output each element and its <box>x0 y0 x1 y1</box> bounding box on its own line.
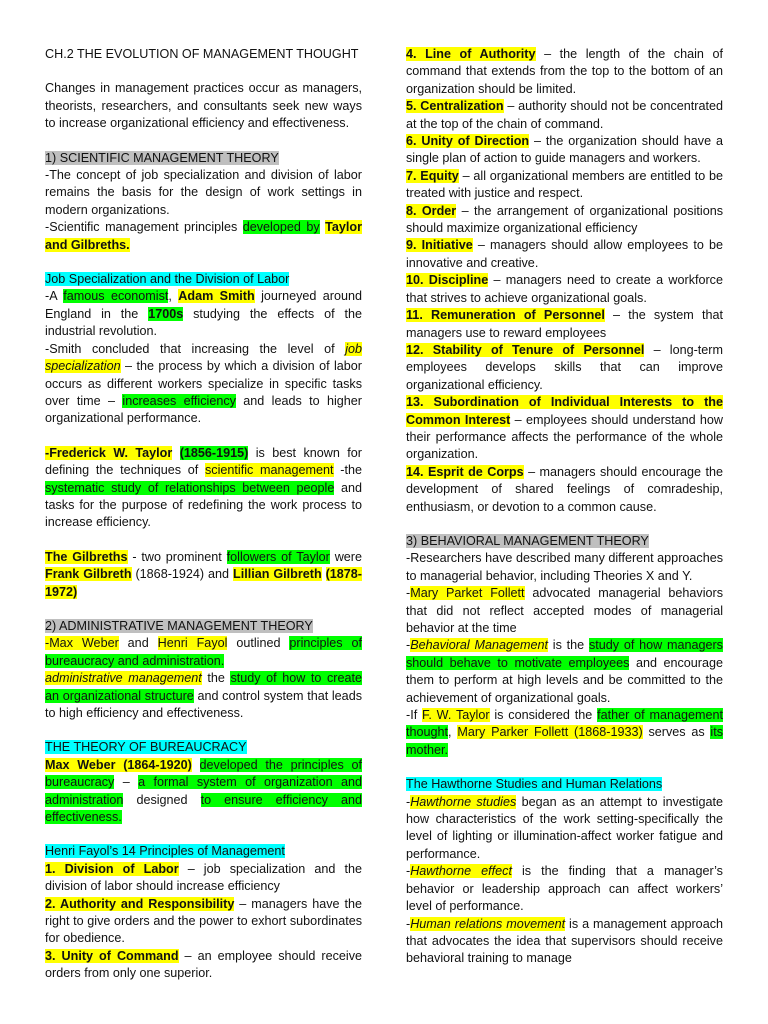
text-run: 6. Unity of Direction <box>406 134 530 149</box>
text-run: and <box>118 636 158 651</box>
paragraph-gap <box>45 532 362 549</box>
text-run: designed <box>123 792 201 807</box>
text-run: – the length of the chain of command that extends from the top to the bottom of an organization should be limited. <box>406 47 723 96</box>
text-run: principles of bureaucracy and administration. <box>45 636 362 668</box>
text-run: – managers have the right to give orders and the power to exhort subordinates for obedience. <box>45 896 362 946</box>
paragraph <box>45 445 362 532</box>
text-run: administrative management <box>45 671 202 686</box>
paragraph-gap <box>406 516 723 533</box>
text-run: (1868-1924) and <box>131 567 234 582</box>
text-run <box>322 567 326 581</box>
text-run: The Hawthorne Studies and Human Relations <box>406 777 663 792</box>
paragraph-gap <box>45 133 362 150</box>
text-run: – the process by which a division of labor occurs as different workers specialize in specific tasks over time – <box>45 359 362 408</box>
text-run: -Max Weber <box>45 636 119 651</box>
text-run: famous economist <box>63 289 169 304</box>
text-run: is best known for defining the techniques of <box>45 445 362 478</box>
text-run: followers of Taylor <box>226 549 330 564</box>
text-run: 3) BEHAVIORAL MANAGEMENT THEORY <box>406 533 649 548</box>
text-run: Frank Gilbreth <box>45 567 132 582</box>
text-run: Lillian Gilbreth <box>233 567 322 582</box>
text-run: – all organizational members are entitled to be treated with justice and respect. <box>406 168 724 201</box>
text-run: systematic study of relationships between people <box>45 480 335 495</box>
paragraph-gap <box>45 826 362 843</box>
paragraph <box>406 550 723 585</box>
text-run: to ensure efficiency and effectiveness. <box>45 792 362 825</box>
paragraph <box>45 670 362 722</box>
text-run: - <box>406 638 411 653</box>
paragraph-gap <box>45 722 362 739</box>
text-run: -the <box>333 463 362 478</box>
text-run: Human relations movement <box>410 916 566 931</box>
paragraph <box>406 272 723 307</box>
text-run: Hawthorne effect <box>410 864 512 879</box>
text-run: -Smith concluded that increasing the level of <box>45 341 346 356</box>
paragraph <box>45 843 362 860</box>
paragraph <box>406 585 723 637</box>
text-run: 1) SCIENTIFIC MANAGEMENT THEORY <box>45 150 279 165</box>
paragraph <box>45 271 362 288</box>
paragraph <box>406 776 723 793</box>
paragraph <box>406 342 723 394</box>
text-run: Mary Parket Follett <box>410 586 525 601</box>
text-run: Henri Fayol’s 14 Principles of Management <box>45 844 285 859</box>
text-run: - <box>406 586 411 601</box>
paragraph <box>45 739 362 756</box>
text-run: Max Weber (1864-1920) <box>45 757 192 772</box>
text-run: Behavioral Management <box>410 638 548 653</box>
text-run: – <box>114 775 139 790</box>
paragraph <box>45 861 362 896</box>
text-run: advocated managerial behaviors that did not reflect accepted modes of managerial behavior at the time <box>406 586 723 635</box>
text-run: serves as <box>642 725 711 740</box>
text-run: – long-term employees develops skills that can improve organizational efficiency. <box>406 342 723 392</box>
text-run: – the arrangement of organizational positions should maximize organizational efficiency <box>406 203 723 236</box>
paragraph-gap <box>45 601 362 618</box>
text-run: and encourage them to perform at high levels and be committed to the achievement of organizational goals. <box>406 655 723 705</box>
text-run: - <box>406 794 411 809</box>
text-run: – the organization should have a single plan of action to guide managers and workers. <box>406 134 724 166</box>
text-run: Henri Fayol <box>157 636 228 651</box>
paragraph <box>45 757 362 827</box>
text-run: is considered the <box>489 708 598 723</box>
text-run: – managers need to create a workforce that strives to achieve organizational goals. <box>406 273 723 305</box>
text-run: , <box>448 725 458 740</box>
text-run: 8. Order <box>406 203 457 218</box>
text-run: Taylor and Gilbreths. <box>45 220 362 252</box>
paragraph <box>406 133 723 168</box>
paragraph <box>45 948 362 983</box>
text-run: 5. Centralization <box>406 99 504 114</box>
paragraph <box>406 637 723 707</box>
text-run: CH.2 THE EVOLUTION OF MANAGEMENT THOUGHT <box>45 47 359 61</box>
text-run: -Scientific management principles <box>45 220 243 235</box>
text-run: 12. Stability of Tenure of Personnel <box>406 342 645 357</box>
text-run: a formal system of organization and administration <box>45 775 362 807</box>
text-run: -A <box>45 289 64 304</box>
paragraph-gap <box>45 254 362 271</box>
paragraph <box>406 707 723 759</box>
text-run: job specialization <box>45 341 362 374</box>
text-run: Changes in management practices occur as managers, theorists, researchers, and consultants seek new ways to increase organizational efficiency and effectiveness. <box>45 81 362 131</box>
text-run: the <box>201 671 231 686</box>
text-run: - <box>406 864 411 879</box>
paragraph <box>45 80 362 132</box>
text-run <box>192 758 200 772</box>
text-run: – authority should not be concentrated at the top of the chain of command. <box>406 99 723 131</box>
paragraph <box>45 219 362 254</box>
paragraph <box>45 341 362 428</box>
text-run: Adam Smith <box>178 289 255 304</box>
text-run: is the finding that a manager’s behavior or leadership approach can affect workers’ level of performance. <box>406 864 723 914</box>
text-run: and tasks for the purpose of redefining the work process to increase efficiency. <box>45 480 362 530</box>
paragraph <box>406 464 723 516</box>
paragraph-gap <box>45 63 362 80</box>
text-run: 3. Unity of Command <box>45 948 179 963</box>
text-run: – employees should understand how their performance affects the performance of the whole organization. <box>406 412 724 462</box>
text-run: -Researchers have described many different approaches to managerial behavior, including Theories X and Y. <box>406 551 723 583</box>
text-run: and leads to higher organizational performance. <box>45 393 362 426</box>
text-run: Job Specialization and the Division of Labor <box>45 272 290 287</box>
paragraph <box>406 394 723 464</box>
paragraph <box>406 46 723 98</box>
text-run: study of how to create an organizational structure <box>45 671 362 703</box>
text-run: The Gilbreths <box>45 549 128 564</box>
text-run: study of how managers should behave to motivate employees <box>406 638 723 670</box>
text-run: and control system that leads to high efficiency and effectiveness. <box>45 688 362 720</box>
text-run: (1856-1915) <box>179 445 249 460</box>
text-run: - two prominent <box>127 549 227 564</box>
text-run: journeyed around England in the <box>45 289 362 321</box>
text-run: Mary Parker Follett (1868-1933) <box>457 725 643 740</box>
text-run: scientific management <box>205 463 334 478</box>
right-column <box>406 46 723 968</box>
text-run: Hawthorne studies <box>410 794 517 809</box>
paragraph <box>406 203 723 238</box>
paragraph <box>406 533 723 550</box>
paragraph-gap <box>45 428 362 445</box>
paragraph <box>45 46 362 63</box>
paragraph <box>406 794 723 864</box>
paragraph <box>45 288 362 340</box>
text-run: – the system that managers use to reward employees <box>406 308 723 340</box>
text-run: 9. Initiative <box>406 238 473 253</box>
text-run: -The concept of job specialization and division of labor remains the basis for the design of work settings in modern organizations. <box>45 168 362 217</box>
paragraph <box>45 635 362 670</box>
text-run: 7. Equity <box>406 168 459 183</box>
paragraph <box>45 167 362 219</box>
text-run: father of management thought <box>406 708 723 740</box>
text-run: F. W. Taylor <box>422 708 490 723</box>
text-run: 11. Remuneration of Personnel <box>406 308 605 323</box>
text-run: – managers should allow employees to be innovative and creative. <box>406 238 723 270</box>
text-run: 4. Line of Authority <box>406 47 536 61</box>
text-run: 1. Division of Labor <box>45 861 179 876</box>
text-run: 10. Discipline <box>406 273 489 288</box>
paragraph <box>406 307 723 342</box>
paragraph <box>45 549 362 601</box>
paragraph <box>45 896 362 948</box>
text-run: developed the principles of bureaucracy <box>45 757 363 790</box>
text-run: were <box>329 549 363 564</box>
left-column <box>45 46 362 983</box>
paragraph <box>406 863 723 915</box>
text-run: 13. Subordination of Individual Interests to the Common Interest <box>406 395 723 427</box>
text-run: studying the effects of the industrial revolution. <box>45 306 362 339</box>
text-run: - <box>406 916 411 931</box>
text-run: 14. Esprit de Corps <box>406 464 524 479</box>
text-run: increases efficiency <box>122 393 236 408</box>
text-run: – an employee should receive orders from only one superior. <box>45 948 362 981</box>
paragraph <box>45 150 362 167</box>
text-run: is a management approach that advocates the idea that supervisors should receive behavioral training to manage <box>406 916 723 966</box>
paragraph <box>45 618 362 635</box>
text-run <box>172 446 179 460</box>
text-run: is the <box>548 638 589 653</box>
paragraph-gap <box>406 759 723 776</box>
text-run: -Frederick W. Taylor <box>45 445 173 460</box>
text-run: – job specialization and the division of labor should increase efficiency <box>45 861 362 894</box>
text-run: 2. Authority and Responsibility <box>45 896 235 911</box>
text-run: 1700s <box>148 306 184 321</box>
paragraph <box>406 237 723 272</box>
text-run: developed by <box>242 220 320 235</box>
text-run: THE THEORY OF BUREAUCRACY <box>45 740 247 755</box>
text-run: (1878-1972) <box>45 567 362 599</box>
text-run: – managers should encourage the development of shared feelings of comradeship, enthusiasm, or devotion to a common cause. <box>406 464 723 514</box>
text-run: 2) ADMINISTRATIVE MANAGEMENT THEORY <box>45 618 313 633</box>
text-run: -If <box>406 708 423 723</box>
text-run: , <box>168 289 179 304</box>
text-run: began as an attempt to investigate how characteristics of the work setting-specifically the level of lighting or illumination-affect worker fatigue and performance. <box>406 794 723 861</box>
text-run: its mother. <box>406 725 724 757</box>
paragraph <box>406 98 723 133</box>
paragraph <box>406 168 723 203</box>
text-run: outlined <box>227 636 290 651</box>
paragraph <box>406 916 723 968</box>
